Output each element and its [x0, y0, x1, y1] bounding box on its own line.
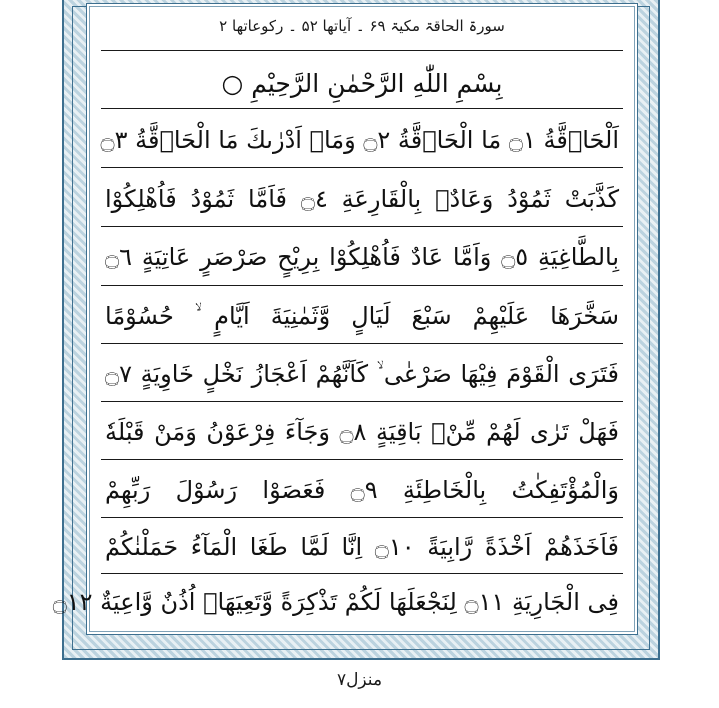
line-rule: [101, 459, 623, 460]
surah-header: سورۃ الحاقۃ مکیۃ ۶۹ ۔ آیاتھا ۵۲ ۔ رکوعاتھا ۲: [219, 17, 505, 35]
line-rule: [101, 108, 623, 109]
line-rule: [101, 401, 623, 402]
verse-line-5: فَتَرَى الْقَوْمَ فِيْهَا صَرْعٰى ۙ كَاَنَّهُمْ اَعْجَازُ نَخْلٍ خَاوِيَةٍ ۝٧: [105, 360, 619, 388]
verse-line-4: سَخَّرَهَا عَلَيْهِمْ سَبْعَ لَيَالٍ وَّثَمٰنِيَةَ اَيَّامٍ ۙ حُسُوْمًا: [105, 302, 619, 330]
line-rule: [101, 226, 623, 227]
verse-line-8: فَاَخَذَهُمْ اَخْذَةً رَّابِيَةً ۝١٠ اِنَّا لَمَّا طَغَا الْمَآءُ حَمَلْنٰكُمْ: [105, 533, 619, 561]
line-rule: [101, 167, 623, 168]
verse-line-1: اَلْحَاۤقَّةُ ۝١ مَا الْحَاۤقَّةُ ۝٢ وَمَاۤ اَدْرٰىكَ مَا الْحَاۤقَّةُ ۝٣: [100, 126, 619, 154]
line-rule: [101, 343, 623, 344]
verse-line-9: فِى الْجَارِيَةِ ۝١١ لِنَجْعَلَهَا لَكُمْ تَذْكِرَةً وَّتَعِيَهَاۤ اُذُنٌ وَّاعِيَةٌ ۝١٢: [52, 588, 619, 616]
line-rule: [101, 517, 623, 518]
manzil-label: منزل۷: [336, 670, 383, 690]
text-panel: [52, 3, 638, 635]
line-rule: [101, 573, 623, 574]
header-rule: [101, 50, 623, 51]
verse-line-7: وَالْمُؤْتَفِكٰتُ بِالْخَاطِئَةِ ۝٩ فَعَصَوْا رَسُوْلَ رَبِّهِمْ: [105, 476, 620, 504]
verse-line-6: فَهَلْ تَرٰى لَهُمْ مِّنْۢ بَاقِيَةٍ ۝٨ وَجَآءَ فِرْعَوْنُ وَمَنْ قَبْلَهٗ: [105, 418, 619, 446]
verse-line-2: كَذَّبَتْ ثَمُوْدُ وَعَادٌۢ بِالْقَارِعَةِ ۝٤ فَاَمَّا ثَمُوْدُ فَاُهْلِكُوْا: [105, 185, 620, 213]
line-rule: [101, 285, 623, 286]
bismillah-line: بِسْمِ اللّٰهِ الرَّحْمٰنِ الرَّحِيْمِ ○: [221, 69, 503, 98]
verse-line-3: بِالطَّاغِيَةِ ۝٥ وَاَمَّا عَادٌ فَاُهْلِكُوْا بِرِيْحٍ صَرْصَرٍ عَاتِيَةٍ ۝٦: [105, 243, 619, 271]
